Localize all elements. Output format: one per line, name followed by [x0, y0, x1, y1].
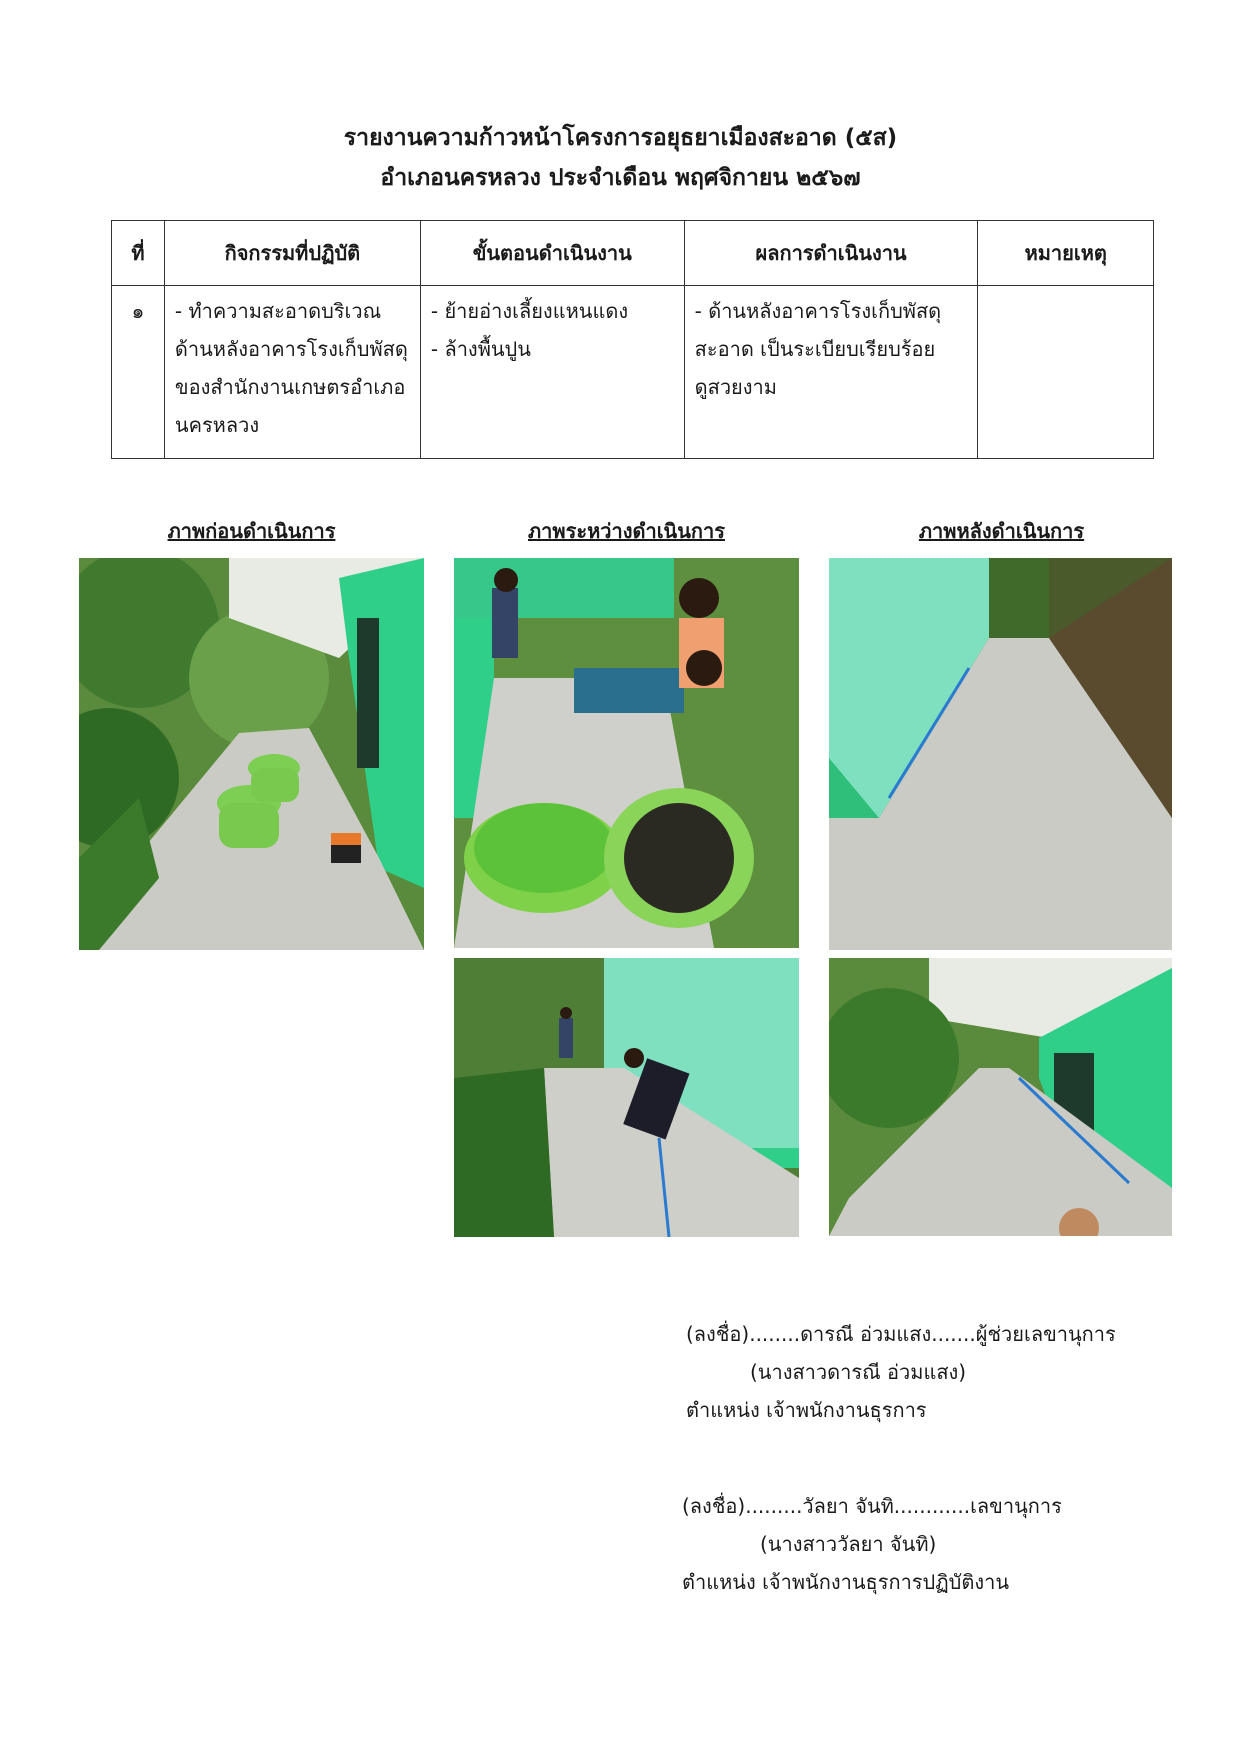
table-row [112, 286, 1154, 459]
row-remark [978, 286, 1154, 459]
steps-line: - ล้างพื้นปูน [430, 337, 531, 361]
steps-line: - ย้ายอ่างเลี้ยงแหนแดง [430, 299, 629, 323]
signature-1-name: (นางสาวดารณี อ่วมแสง) [750, 1360, 967, 1384]
signature-1-position: ตำแหน่ง เจ้าพนักงานธุรการ [686, 1398, 927, 1422]
col-header-number: ที่ [112, 221, 165, 286]
report-table [111, 220, 1154, 459]
col-header-result: ผลการดำเนินงาน [684, 221, 978, 286]
row-activity [164, 286, 420, 459]
during-caption: ภาพระหว่างดำเนินการ [528, 519, 725, 543]
row-result [684, 286, 978, 459]
col-header-activity: กิจกรรมที่ปฏิบัติ [164, 221, 420, 286]
row-steps [420, 286, 684, 459]
signature-2-name: (นางสาววัลยา จันทิ) [760, 1532, 937, 1556]
report-subtitle: อำเภอนครหลวง ประจำเดือน พฤศจิกายน ๒๕๖๗ [380, 165, 861, 191]
report-title: รายงานความก้าวหน้าโครงการอยุธยาเมืองสะอาด (๕ส) [343, 125, 898, 151]
row-number: ๑ [112, 286, 165, 459]
signature-2-sign-line: (ลงชื่อ).........วัลยา จันทิ............เลขานุการ [682, 1494, 1062, 1518]
result-line: - ด้านหลังอาคารโรงเก็บพัสดุ [694, 299, 942, 323]
table-header-row [112, 221, 1154, 286]
after-caption: ภาพหลังดำเนินการ [918, 519, 1085, 543]
result-line: สะอาด เป็นระเบียบเรียบร้อย [694, 337, 936, 361]
photo-during-1 [454, 558, 799, 948]
result-line: ดูสวยงาม [694, 375, 777, 399]
signature-2-position: ตำแหน่ง เจ้าพนักงานธุรการปฏิบัติงาน [682, 1570, 1010, 1594]
col-header-steps: ขั้นตอนดำเนินงาน [420, 221, 684, 286]
photo-after-1 [829, 558, 1172, 950]
signature-1-sign-line: (ลงชื่อ)........ดารณี อ่วมแสง.......ผู้ช่วยเลขานุการ [686, 1322, 1116, 1346]
photo-during-2 [454, 958, 799, 1237]
col-header-remark: หมายเหตุ [978, 221, 1154, 286]
activity-line: ด้านหลังอาคารโรงเก็บพัสดุ [174, 337, 408, 361]
photo-before-1 [79, 558, 424, 950]
activity-line: ของสำนักงานเกษตรอำเภอ [174, 375, 406, 399]
activity-line: นครหลวง [174, 413, 260, 437]
photo-after-2 [829, 958, 1172, 1236]
activity-line: - ทำความสะอาดบริเวณ [174, 299, 382, 323]
before-caption: ภาพก่อนดำเนินการ [167, 519, 336, 543]
